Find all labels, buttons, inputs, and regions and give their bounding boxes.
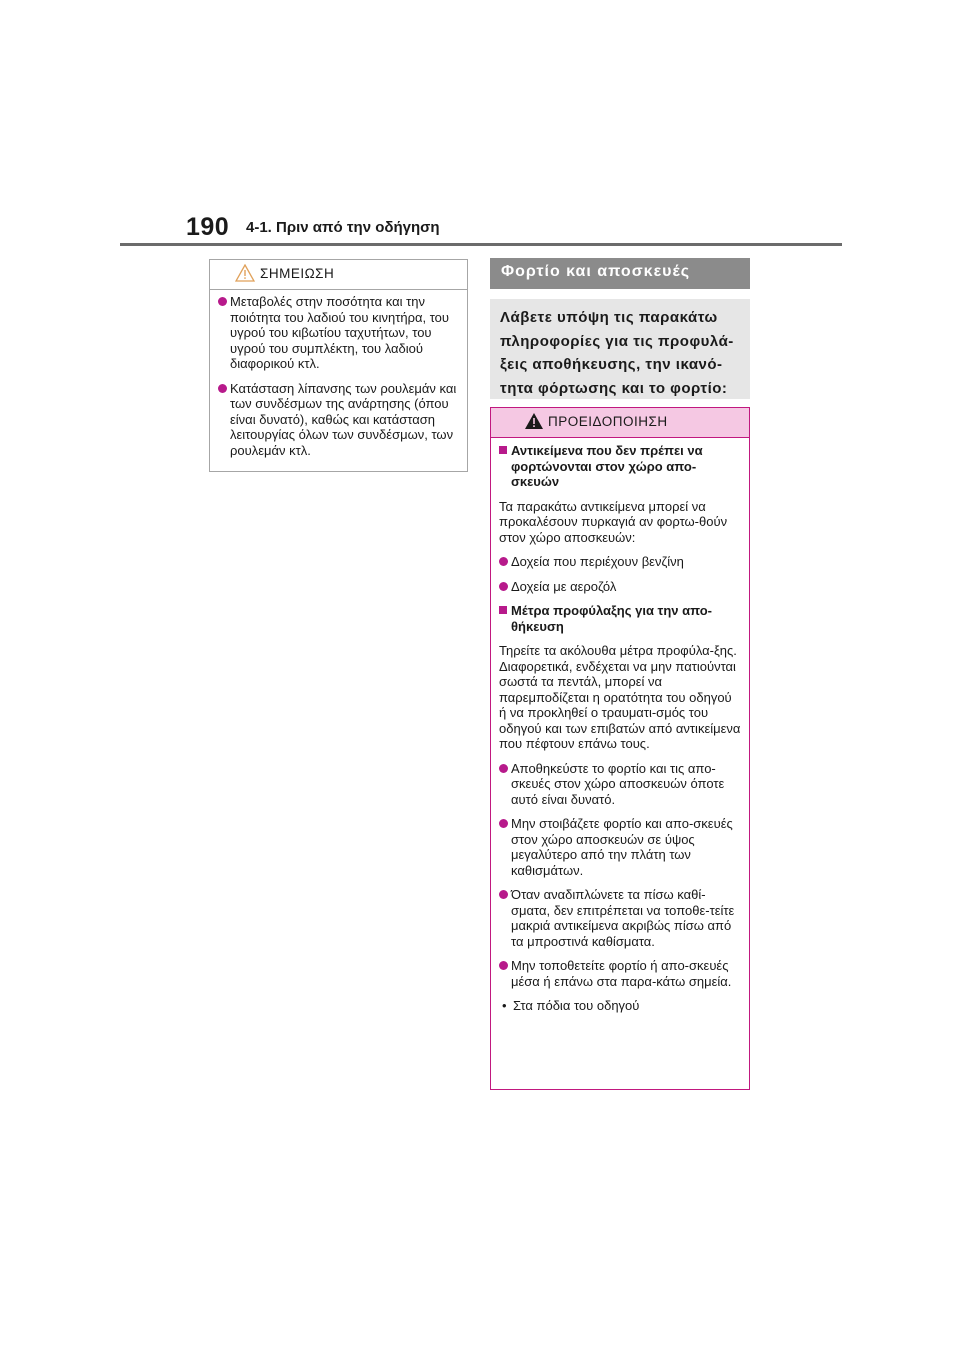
warning-header	[491, 408, 749, 438]
bullet-dot-icon	[499, 890, 508, 899]
warning-box	[490, 407, 750, 1090]
note-item-text: Μεταβολές στην ποσότητα και την ποιότητα του λαδιού του κινητήρα, του υγρού του κιβωτίου ταχυτήτων, του υγρού του συμπλέκτη, του λαδιού διαφορικού κτλ.	[230, 294, 450, 371]
bullet-dot-icon	[499, 557, 508, 566]
note-item	[218, 294, 459, 372]
square-bullet-icon	[499, 446, 507, 454]
header-divider	[120, 243, 842, 246]
warning-paragraph-line: Διαφορετικά, ενδέχεται να μην πατιούνται σωστά τα πεντάλ, μπορεί να παρεμποδίζεται η ορατότητα του οδηγού ή να προκληθεί ο τραυματι-σμός του οδηγού και των επιβατών από αντικείμενα που πέφτουν επάνω τους.	[499, 658, 741, 751]
warning-item-text: Δοχεία με αεροζόλ	[511, 578, 617, 594]
warning-heading-text: Αντικείμενα που δεν πρέπει να φορτώνονται στον χώρο απο-σκευών	[511, 443, 703, 489]
warning-paragraph-line: Τηρείτε τα ακόλουθα μέτρα προφύλα-ξης.	[499, 643, 737, 658]
warning-item	[499, 579, 741, 595]
caution-triangle-icon	[235, 264, 255, 287]
warning-heading	[499, 443, 741, 490]
note-box	[209, 259, 468, 472]
bullet-dot-icon	[499, 961, 508, 970]
warning-item	[499, 887, 741, 949]
note-item	[218, 381, 459, 459]
warning-item	[499, 761, 741, 808]
section-title: 4-1. Πριν από την οδήγηση	[246, 219, 440, 236]
note-header	[210, 260, 467, 290]
warning-item-text: Δοχεία που περιέχουν βενζίνη	[511, 554, 684, 569]
bullet-dot-icon	[218, 297, 227, 306]
warning-item-text: Μην τοποθετείτε φορτίο ή απο-σκευές μέσα ή επάνω στα παρα-κάτω σημεία.	[511, 958, 732, 989]
page-number: 190	[186, 213, 230, 241]
warning-item	[499, 554, 741, 570]
warning-subbullet	[499, 998, 741, 1014]
bullet-dot-icon	[499, 582, 508, 591]
warning-heading-text: Μέτρα προφύλαξης για την απο-θήκευση	[511, 603, 712, 634]
warning-heading	[499, 603, 741, 634]
cargo-intro: Λάβετε υπόψη τις παρακάτω πληροφορίες για τις προφυλά-ξεις αποθήκευσης, την ικανό-τητα φόρτωσης και το φορτίο:	[490, 299, 750, 399]
note-item-text: Κατάσταση λίπανσης των ρουλεμάν και των συνδέσμων της ανάρτησης (όπου είναι δυνατό), καθώς και κατάσταση λειτουργίας όλων των συνδέσμων, των ρουλεμάν κτλ.	[230, 380, 457, 458]
small-bullet-icon: •	[502, 998, 507, 1013]
bullet-dot-icon	[218, 384, 227, 393]
bullet-dot-icon	[499, 764, 508, 773]
warning-item-text: Αποθηκεύστε το φορτίο και τις απο-σκευές στον χώρο αποσκευών όποτε αυτό είναι δυνατό.	[511, 760, 725, 807]
bullet-dot-icon	[499, 819, 508, 828]
note-title: ΣΗΜΕΙΩΣΗ	[260, 266, 335, 281]
warning-item-text: Όταν αναδιπλώνετε τα πίσω καθί-σματα, δεν επιτρέπεται να τοποθε-τείτε μακριά αντικείμενα ακριβώς πίσω από τα μπροστινά καθίσματα.	[511, 887, 735, 949]
warning-paragraph	[499, 643, 741, 752]
warning-item	[499, 816, 741, 878]
warning-item-text: Μην στοιβάζετε φορτίο και απο-σκευές στον χώρο αποσκευών σε ύψος μεγαλύτερο από την πλάτη των καθισμάτων.	[511, 816, 733, 878]
warning-triangle-icon	[524, 412, 544, 435]
warning-item	[499, 958, 741, 989]
square-bullet-icon	[499, 606, 507, 614]
cargo-banner	[490, 258, 750, 289]
warning-paragraph: Τα παρακάτω αντικείμενα μπορεί να προκαλέσουν πυρκαγιά αν φορτω-θούν στον χώρο αποσκευών:	[499, 498, 728, 545]
warning-subbullet-text: Στα πόδια του οδηγού	[513, 998, 640, 1013]
cargo-banner-title: Φορτίο και αποσκευές	[501, 263, 691, 280]
warning-title: ΠΡΟΕΙΔΟΠΟΙΗΣΗ	[548, 414, 668, 429]
